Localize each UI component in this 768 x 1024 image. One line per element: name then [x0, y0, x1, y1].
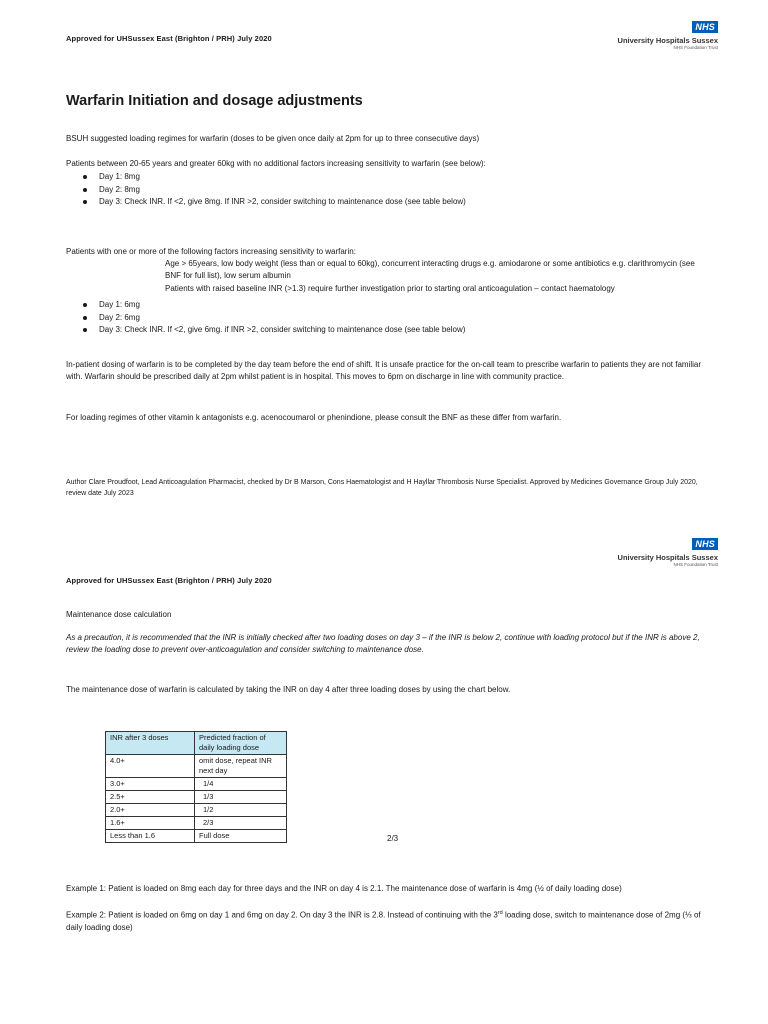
trust-subtitle: NHS Foundation Trust	[673, 45, 718, 50]
document-page-2	[0, 530, 768, 1024]
table-cell-inr: 1.6+	[106, 817, 195, 830]
table-cell-fraction: 2/3	[195, 817, 287, 830]
precaution-text: As a precaution, it is recommended that the INR is initially checked after two loading doses on day 3 – if the INR is below 2, continue with loading protocol but if the INR is above 2, review the loading dose to prevent over-anticoagulation and consider switching to maintenance dose.	[66, 633, 700, 654]
table-header-row	[106, 732, 287, 755]
trust-name: University Hospitals Sussex	[617, 553, 718, 562]
trust-subtitle: NHS Foundation Trust	[673, 562, 718, 567]
example-2-superscript: rd	[497, 910, 503, 916]
stray-fraction: 2/3	[387, 834, 399, 843]
group1-heading: Patients between 20-65 years and greater 60kg with no additional factors increasing sensitivity to warfarin (see below):	[66, 159, 486, 168]
nhs-badge: NHS	[692, 21, 718, 33]
example-2-text-a: Example 2: Patient is loaded on 6mg on day 1 and 6mg on day 2. On day 3 the INR is 2.8. Instead of continuing with the 3	[66, 910, 498, 920]
table-header-fraction: Predicted fraction of daily loading dose	[195, 732, 287, 755]
list-item: Day 3: Check INR. If <2, give 8mg. If INR >2, consider switching to maintenance dose (see table below)	[66, 196, 726, 209]
table-row	[106, 791, 287, 804]
approval-header: Approved for UHSussex East (Brighton / PRH) July 2020	[66, 576, 272, 585]
table-cell-fraction: Full dose	[195, 830, 287, 843]
table-cell-fraction: 1/4	[195, 778, 287, 791]
list-item: Day 2: 8mg	[66, 184, 726, 197]
table-cell-inr: 2.5+	[106, 791, 195, 804]
table-row	[106, 755, 287, 778]
group2-factor-2: Patients with raised baseline INR (>1.3) require further investigation prior to starting oral anticoagulation – contact haematology	[165, 284, 615, 293]
table-cell-fraction: omit dose, repeat INR next day	[195, 755, 287, 778]
group2-heading: Patients with one or more of the following factors increasing sensitivity to warfarin:	[66, 247, 356, 256]
page-title: Warfarin Initiation and dosage adjustments	[66, 93, 363, 109]
group2-factor-1: Age > 65years, low body weight (less than or equal to 60kg), concurrent interacting drugs e.g. amiodarone or some antibiotics e.g. clarithromycin (see BNF for full list), low serum albumin	[165, 259, 695, 280]
trust-name: University Hospitals Sussex	[617, 36, 718, 45]
list-item: Day 3: Check INR. If <2, give 6mg. if INR >2, consider switching to maintenance dose (see table below)	[66, 324, 726, 337]
table-cell-inr: 3.0+	[106, 778, 195, 791]
table-row	[106, 830, 287, 843]
list-item: Day 2: 6mg	[66, 312, 726, 325]
nhs-logo	[618, 534, 718, 568]
table-row	[106, 817, 287, 830]
nhs-logo	[618, 17, 718, 51]
table-row	[106, 804, 287, 817]
inr-dose-table	[105, 731, 287, 843]
group1-dose-list	[66, 171, 726, 209]
table-row	[106, 778, 287, 791]
table-cell-fraction: 1/3	[195, 791, 287, 804]
table-cell-inr: 2.0+	[106, 804, 195, 817]
example-1: Example 1: Patient is loaded on 8mg each day for three days and the INR on day 4 is 2.1. The maintenance dose of warfarin is 4mg (½ of daily loading dose)	[66, 884, 622, 893]
inpatient-dosing-text: In-patient dosing of warfarin is to be completed by the day team before the end of shift. It is unsafe practice for the on-call team to prescribe warfarin to patients they are not familiar with. Warfarin should be prescribed daily at 2pm whilst patient is in hospital. This moves to 6pm on discharge in line with community practice.	[66, 360, 701, 381]
table-cell-fraction: 1/2	[195, 804, 287, 817]
group2-dose-list	[66, 299, 726, 337]
table-cell-inr: Less than 1.6	[106, 830, 195, 843]
list-item: Day 1: 6mg	[66, 299, 726, 312]
nhs-badge: NHS	[692, 538, 718, 550]
table-cell-inr: 4.0+	[106, 755, 195, 778]
approval-header: Approved for UHSussex East (Brighton / PRH) July 2020	[66, 34, 272, 43]
list-item: Day 1: 8mg	[66, 171, 726, 184]
calculation-text: The maintenance dose of warfarin is calculated by taking the INR on day 4 after three loading doses by using the chart below.	[66, 685, 511, 694]
author-note: Author Clare Proudfoot, Lead Anticoagulation Pharmacist, checked by Dr B Marson, Cons Haematologist and H Hayllar Thrombosis Nurse Specialist. Approved by Medicines Governance Group July 2020, review date July 2023	[66, 479, 698, 497]
example-2	[66, 907, 706, 934]
other-vka-text: For loading regimes of other vitamin k antagonists e.g. acenocoumarol or phenindione, please consult the BNF as these differ from warfarin.	[66, 413, 562, 422]
example-2-text-b: loading dose, switch to maintenance dose of 2mg (⅓ of daily loading dose)	[66, 910, 701, 932]
section-title: Maintenance dose calculation	[66, 610, 172, 619]
table-header-inr: INR after 3 doses	[106, 732, 195, 755]
intro-text: BSUH suggested loading regimes for warfarin (doses to be given once daily at 2pm for up to three consecutive days)	[66, 134, 480, 143]
